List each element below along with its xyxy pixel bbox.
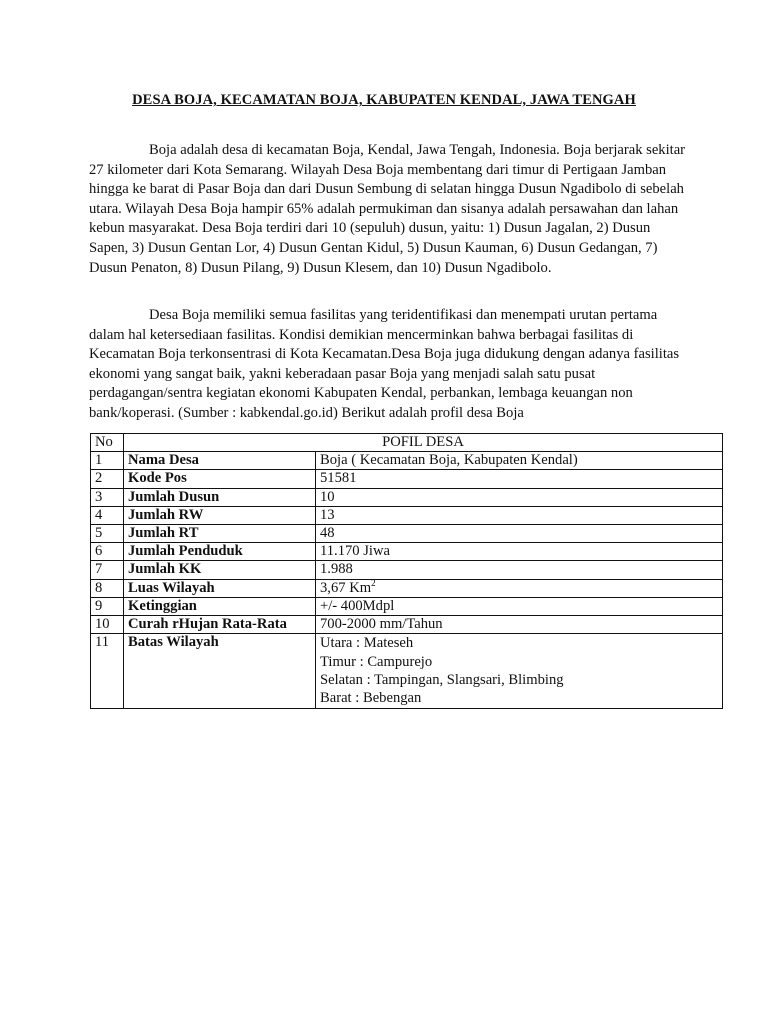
row-label: Jumlah Penduduk: [124, 543, 316, 561]
paragraph-intro: Boja adalah desa di kecamatan Boja, Kendal, Jawa Tengah, Indonesia. Boja berjarak sekitar 27 kilometer dari Kota Semarang. Wilayah Desa Boja membentang dari timur di Pertigaan Jamban hingga ke barat di Pasar Boja dan dari Dusun Sembung di selatan hingga Dusun Ngadibolo di sebelah utara. Wilayah Desa Boja hampir 65% adalah permukiman dan sisanya adalah persawahan dan lahan kebun masyarakat. Desa Boja terdiri dari 10 (sepuluh) dusun, yaitu: 1) Dusun Jagalan, 2) Dusun Sapen, 3) Dusun Gentan Lor, 4) Dusun Gentan Kidul, 5) Dusun Kauman, 6) Dusun Gedangan, 7) Dusun Penaton, 8) Dusun Pilang, 9) Dusun Klesem, dan 10) Dusun Ngadibolo.: [89, 142, 686, 276]
table-row: [91, 597, 723, 615]
row-value: +/- 400Mdpl: [316, 597, 723, 615]
row-no: 7: [91, 561, 124, 579]
area-value: 3,67 Km: [320, 579, 372, 596]
row-label: Jumlah KK: [124, 561, 316, 579]
header-no: No: [91, 434, 124, 452]
table-row: [91, 543, 723, 561]
row-label: Kode Pos: [124, 470, 316, 488]
table-row: [91, 561, 723, 579]
row-label: Curah rHujan Rata-Rata: [124, 616, 316, 634]
area-unit-superscript: 2: [371, 577, 376, 588]
table-row: [91, 525, 723, 543]
row-no: 11: [91, 634, 124, 709]
row-label: Jumlah Dusun: [124, 488, 316, 506]
row-label: Batas Wilayah: [124, 634, 316, 709]
table-row: [91, 488, 723, 506]
boundary-north: Utara : Mateseh: [320, 635, 414, 652]
row-no: 9: [91, 597, 124, 615]
row-label: Jumlah RT: [124, 525, 316, 543]
table-row: [91, 634, 723, 709]
table-row: [91, 470, 723, 488]
row-value: 700-2000 mm/Tahun: [316, 616, 723, 634]
table-row: [91, 579, 723, 597]
row-no: 1: [91, 452, 124, 470]
row-no: 6: [91, 543, 124, 561]
row-no: 10: [91, 616, 124, 634]
table-row: [91, 506, 723, 524]
boundary-east: Timur : Campurejo: [320, 653, 433, 670]
row-no: 4: [91, 506, 124, 524]
row-value-boundaries: [316, 634, 723, 709]
row-value: 10: [316, 488, 723, 506]
row-no: 8: [91, 579, 124, 597]
document-title: DESA BOJA, KECAMATAN BOJA, KABUPATEN KENDAL, JAWA TENGAH: [132, 92, 636, 108]
boundary-south: Selatan : Tampingan, Slangsari, Blimbing: [320, 672, 564, 689]
row-label: Ketinggian: [124, 597, 316, 615]
row-no: 3: [91, 488, 124, 506]
table-row: [91, 452, 723, 470]
boundary-west: Barat : Bebengan: [320, 690, 422, 707]
row-label: Luas Wilayah: [124, 579, 316, 597]
row-label: Jumlah RW: [124, 506, 316, 524]
paragraph-facilities: Desa Boja memiliki semua fasilitas yang teridentifikasi dan menempati urutan pertama dalam hal ketersediaan fasilitas. Kondisi demikian mencerminkan bahwa berbagai fasilitas di Kecamatan Boja terkonsentrasi di Kota Kecamatan.Desa Boja juga didukung dengan adanya fasilitas ekonomi yang sangat baik, yakni keberadaan pasar Boja yang menjadi salah satu pusat perdagangan/sentra kegiatan ekonomi Kabupaten Kendal, perbankan, lembaga keuangan non bank/koperasi. (Sumber : kabkendal.go.id) Berikut adalah profil desa Boja: [89, 307, 680, 421]
row-value: 11.170 Jiwa: [316, 543, 723, 561]
table-row: [91, 616, 723, 634]
header-title: POFIL DESA: [124, 434, 723, 452]
village-profile-table: [90, 433, 723, 709]
row-no: 5: [91, 525, 124, 543]
row-value: [316, 579, 723, 597]
row-value: 48: [316, 525, 723, 543]
table-header-row: [91, 434, 723, 452]
row-value: 1.988: [316, 561, 723, 579]
row-value: 13: [316, 506, 723, 524]
row-value: 51581: [316, 470, 723, 488]
row-label: Nama Desa: [124, 452, 316, 470]
row-value: Boja ( Kecamatan Boja, Kabupaten Kendal): [316, 452, 723, 470]
row-no: 2: [91, 470, 124, 488]
